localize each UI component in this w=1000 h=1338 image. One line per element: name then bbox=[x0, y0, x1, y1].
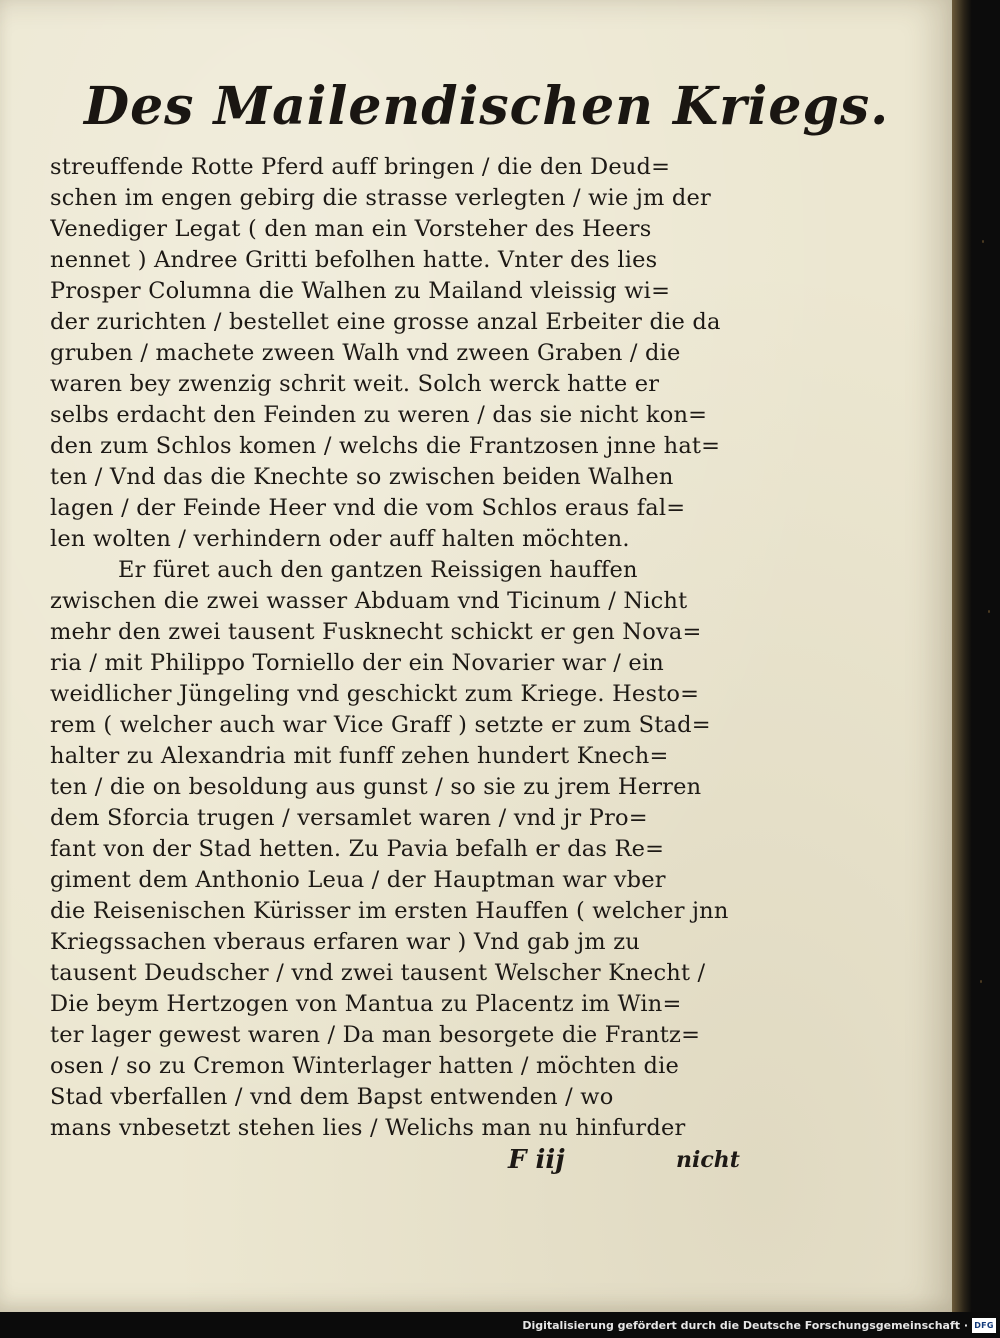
text-line: den zum Schlos komen / welchs die Frantzosen jnne hat= bbox=[50, 433, 721, 459]
text-line: Kriegssachen vberaus erfaren war ) Vnd gab jm zu bbox=[50, 929, 640, 955]
text-line: gruben / machete zween Walh vnd zween Graben / die bbox=[50, 340, 681, 366]
text-line: lagen / der Feinde Heer vnd die vom Schlos eraus fal= bbox=[50, 495, 686, 521]
text-line: die Reisenischen Kürisser im ersten Hauffen ( welcher jnn bbox=[50, 898, 729, 924]
dust-speck bbox=[988, 610, 990, 613]
text-line: streuffende Rotte Pferd auff bringen / die den Deud= bbox=[50, 154, 671, 180]
text-line: len wolten / verhindern oder auff halten möchten. bbox=[50, 526, 630, 552]
dust-speck bbox=[980, 980, 982, 983]
text-line: ter lager gewest waren / Da man besorgete die Frantz= bbox=[50, 1022, 701, 1048]
dust-speck bbox=[982, 240, 984, 243]
text-line: tausent Deudscher / vnd zwei tausent Welscher Knecht / bbox=[50, 960, 706, 986]
text-line: halter zu Alexandria mit funff zehen hundert Knech= bbox=[50, 743, 669, 769]
body-text bbox=[50, 152, 770, 1144]
text-line: rem ( welcher auch war Vice Graff ) setzte er zum Stad= bbox=[50, 712, 711, 738]
text-line: nennet ) Andree Gritti befolhen hatte. Vnter des lies bbox=[50, 247, 658, 273]
paragraph-start-line: Er füret auch den gantzen Reissigen hauffen bbox=[118, 557, 638, 583]
text-line: mans vnbesetzt stehen lies / Welichs man nu hinfurder bbox=[50, 1115, 686, 1141]
text-line: zwischen die zwei wasser Abduam vnd Ticinum / Nicht bbox=[50, 588, 688, 614]
text-line: Die beym Hertzogen von Mantua zu Placentz im Win= bbox=[50, 991, 682, 1017]
text-line: Stad vberfallen / vnd dem Bapst entwenden / wo bbox=[50, 1084, 614, 1110]
text-line: giment dem Anthonio Leua / der Hauptman war vber bbox=[50, 867, 666, 893]
text-line: weidlicher Jüngeling vnd geschickt zum Kriege. Hesto= bbox=[50, 681, 700, 707]
page-edge bbox=[952, 0, 972, 1312]
text-line: ten / die on besoldung aus gunst / so sie zu jrem Herren bbox=[50, 774, 702, 800]
running-title: Des Mailendischen Kriegs. bbox=[84, 76, 890, 137]
text-line: Prosper Columna die Walhen zu Mailand vleissig wi= bbox=[50, 278, 671, 304]
text-line: schen im engen gebirg die strasse verlegten / wie jm der bbox=[50, 185, 711, 211]
text-line: mehr den zwei tausent Fusknecht schickt er gen Nova= bbox=[50, 619, 702, 645]
text-line: osen / so zu Cremon Winterlager hatten / möchten die bbox=[50, 1053, 680, 1079]
catchword: nicht bbox=[676, 1147, 740, 1173]
text-line: der zurichten / bestellet eine grosse anzal Erbeiter die da bbox=[50, 309, 721, 335]
digitization-credit: Digitalisierung gefördert durch die Deutsche Forschungsgemeinschaft · bbox=[522, 1319, 968, 1332]
text-line: ten / Vnd das die Knechte so zwischen beiden Walhen bbox=[50, 464, 674, 490]
book-background bbox=[972, 0, 1000, 1312]
text-line: dem Sforcia trugen / versamlet waren / vnd jr Pro= bbox=[50, 805, 648, 831]
dfg-logo: DFG bbox=[972, 1318, 996, 1333]
text-line: selbs erdacht den Feinden zu weren / das sie nicht kon= bbox=[50, 402, 708, 428]
text-line: Venediger Legat ( den man ein Vorsteher des Heers bbox=[50, 216, 652, 242]
text-line: ria / mit Philippo Torniello der ein Novarier war / ein bbox=[50, 650, 664, 676]
text-line: fant von der Stad hetten. Zu Pavia befalh er das Re= bbox=[50, 836, 665, 862]
signature-mark: F iij bbox=[508, 1145, 565, 1175]
text-line: waren bey zwenzig schrit weit. Solch werck hatte er bbox=[50, 371, 660, 397]
